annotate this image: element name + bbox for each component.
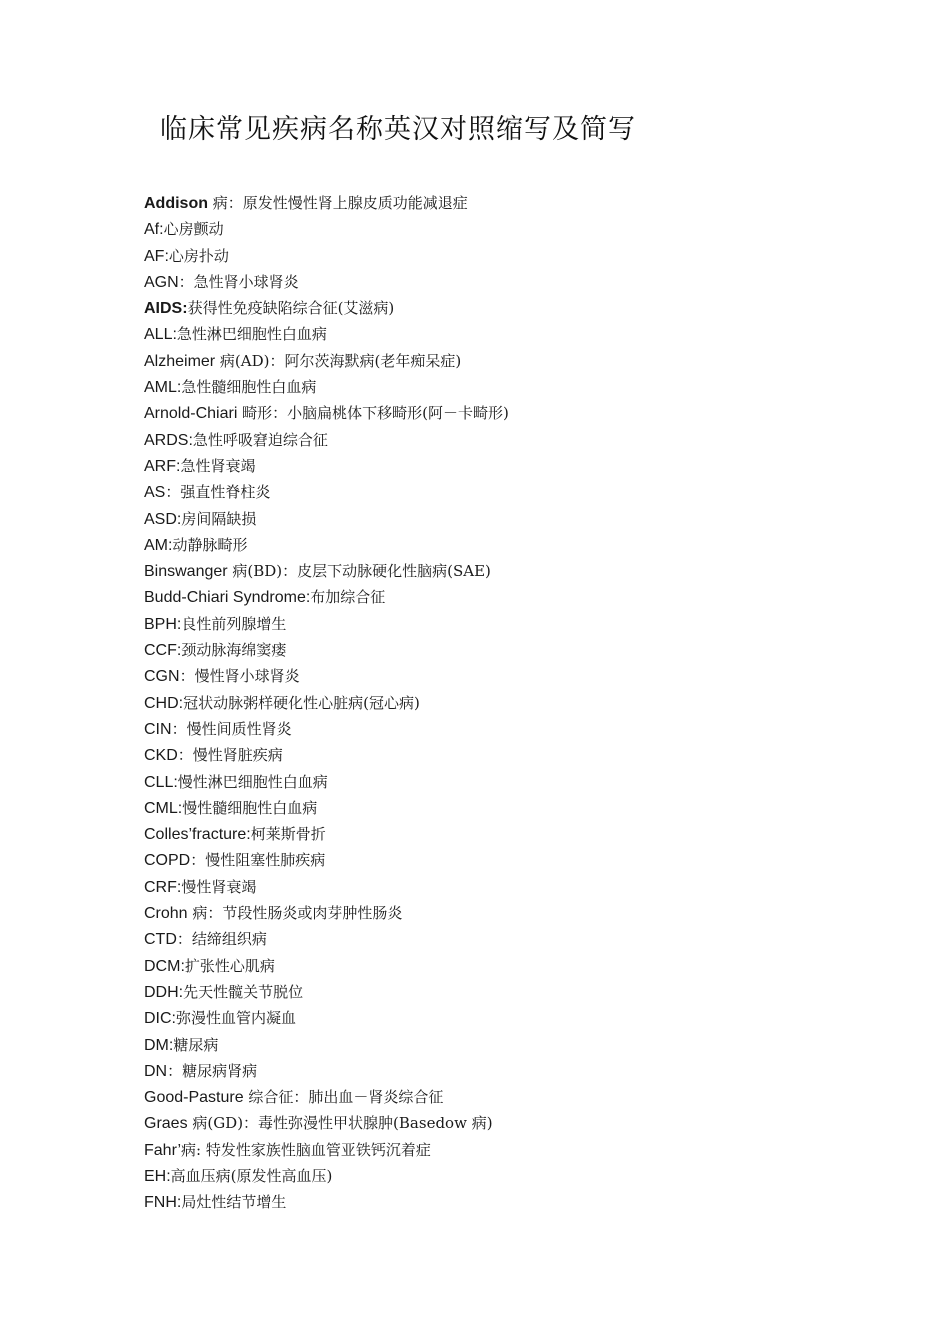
abbreviation-entry <box>144 637 509 663</box>
abbreviation-entry <box>144 953 509 979</box>
entry-term: Addison <box>144 195 208 212</box>
abbreviation-entry <box>144 190 509 216</box>
entry-description: ：慢性间质性肾炎 <box>171 719 292 738</box>
entry-description: 动静脉畸形 <box>172 535 248 554</box>
entry-term: Fahr’ <box>144 1141 182 1159</box>
entry-term: CGN <box>144 668 180 686</box>
abbreviation-entry <box>144 453 509 479</box>
abbreviation-entry <box>144 1189 509 1215</box>
entry-term: ASD: <box>144 510 182 528</box>
entry-description: 急性髓细胞性白血病 <box>181 378 317 397</box>
entry-term: BPH: <box>144 615 182 633</box>
abbreviation-entry <box>144 1163 509 1189</box>
entry-description: 颈动脉海绵窦瘘 <box>181 641 287 660</box>
entry-term: Binswanger <box>144 563 228 581</box>
abbreviation-entry <box>144 348 509 374</box>
entry-description: ：糖尿病肾病 <box>167 1061 258 1080</box>
entry-term: AGN <box>144 273 179 291</box>
abbreviation-entry <box>144 1084 509 1110</box>
entry-term: CIN <box>144 720 172 738</box>
abbreviation-entry <box>144 243 509 269</box>
abbreviation-entry <box>144 769 509 795</box>
entry-term: Af: <box>144 221 164 239</box>
entry-description: ：慢性肾小球肾炎 <box>179 667 300 686</box>
entry-description: 心房扑动 <box>168 246 229 265</box>
entry-description: 良性前列腺增生 <box>181 614 287 633</box>
entry-description: ：急性肾小球肾炎 <box>178 272 299 291</box>
abbreviation-entry <box>144 847 509 873</box>
abbreviation-entry <box>144 506 509 532</box>
entry-description: ：慢性肾脏疾病 <box>177 746 283 765</box>
abbreviation-entry <box>144 821 509 847</box>
entry-description: 先天性髋关节脱位 <box>183 982 304 1001</box>
entry-term: AML: <box>144 379 182 397</box>
entry-description: 急性肾衰竭 <box>180 456 256 475</box>
abbreviation-entry <box>144 1005 509 1031</box>
abbreviation-entry <box>144 374 509 400</box>
abbreviation-entry <box>144 926 509 952</box>
entry-term: ALL: <box>144 326 177 344</box>
entry-description: 病(GD)：毒性弥漫性甲状腺肿(Basedow 病) <box>187 1114 493 1133</box>
entry-term: Colles’fracture: <box>144 826 251 844</box>
abbreviation-entry <box>144 321 509 347</box>
entry-description: 糖尿病 <box>173 1035 219 1054</box>
abbreviation-entry <box>144 400 509 426</box>
entry-description: ：慢性阻塞性肺疾病 <box>190 851 326 870</box>
entry-term: CML: <box>144 799 183 817</box>
entry-term: AS <box>144 484 166 502</box>
entry-description: 急性淋巴细胞性白血病 <box>176 325 327 344</box>
abbreviation-entry <box>144 532 509 558</box>
entry-term: EH: <box>144 1167 171 1185</box>
entry-description: 慢性髓细胞性白血病 <box>182 798 318 817</box>
entry-term: DCM: <box>144 957 185 975</box>
entry-description: 畸形：小脑扁桃体下移畸形(阿－卡畸形) <box>237 404 509 423</box>
entry-term: DM: <box>144 1036 174 1054</box>
abbreviation-entry <box>144 584 509 610</box>
entry-term: CLL: <box>144 773 178 791</box>
abbreviation-entry <box>144 874 509 900</box>
abbreviation-entry <box>144 979 509 1005</box>
abbreviation-entry <box>144 269 509 295</box>
entry-description: 冠状动脉粥样硬化性心脏病(冠心病) <box>183 693 420 712</box>
entry-term: Graes <box>144 1115 188 1133</box>
entry-description: 综合征：肺出血－肾炎综合征 <box>243 1088 444 1107</box>
abbreviation-entry <box>144 1058 509 1084</box>
abbreviation-entry <box>144 1110 509 1136</box>
entry-term: CCF: <box>144 642 182 660</box>
entry-description: 房间隔缺损 <box>181 509 257 528</box>
entry-description: 心房颤动 <box>163 220 224 239</box>
abbreviation-entry <box>144 295 509 321</box>
entry-term: ARDS: <box>144 431 193 449</box>
entry-description: 布加综合征 <box>310 588 386 607</box>
entry-term: CTD <box>144 931 177 949</box>
entry-term: Crohn <box>144 905 188 923</box>
entry-term: Arnold-Chiari <box>144 405 238 423</box>
abbreviation-entry <box>144 690 509 716</box>
entry-term: CKD <box>144 747 178 765</box>
abbreviation-entry <box>144 900 509 926</box>
abbreviation-entry <box>144 216 509 242</box>
abbreviation-entry <box>144 1137 509 1163</box>
abbreviation-entry <box>144 611 509 637</box>
entry-description: 慢性淋巴细胞性白血病 <box>177 772 328 791</box>
entry-term: DN <box>144 1062 168 1080</box>
abbreviation-entry <box>144 716 509 742</box>
document-title: 临床常见疾病名称英汉对照缩写及简写 <box>160 114 636 145</box>
abbreviation-entry <box>144 427 509 453</box>
entry-description: 获得性免疫缺陷综合征(艾滋病) <box>187 299 395 318</box>
entry-description: 慢性肾衰竭 <box>181 877 257 896</box>
entry-term: Good-Pasture <box>144 1089 244 1107</box>
abbreviation-entry <box>144 1032 509 1058</box>
abbreviation-entry <box>144 742 509 768</box>
entry-description: ：强直性脊柱炎 <box>165 483 271 502</box>
entry-description: 扩张性心肌病 <box>184 956 275 975</box>
entry-term: AIDS: <box>144 300 188 318</box>
entry-description: 急性呼吸窘迫综合征 <box>192 430 328 449</box>
entry-description: 病: 特发性家族性脑血管亚铁钙沉着症 <box>181 1140 431 1159</box>
entry-term: COPD <box>144 852 191 870</box>
abbreviation-entry <box>144 479 509 505</box>
abbreviation-entry <box>144 558 509 584</box>
entry-description: 局灶性结节增生 <box>181 1193 287 1212</box>
entry-term: AF: <box>144 247 169 265</box>
abbreviation-list <box>144 190 509 1216</box>
entry-description: 病(BD)：皮层下动脉硬化性脑病(SAE) <box>227 562 491 581</box>
entry-description: 高血压病(原发性高血压) <box>170 1166 333 1185</box>
abbreviation-entry <box>144 795 509 821</box>
entry-description: 病(AD)：阿尔茨海默病(老年痴呆症) <box>215 351 462 370</box>
entry-description: 病：节段性肠炎或肉芽肿性肠炎 <box>187 904 403 923</box>
entry-term: Alzheimer <box>144 352 216 370</box>
entry-term: FNH: <box>144 1194 182 1212</box>
abbreviation-entry <box>144 663 509 689</box>
entry-term: CHD: <box>144 694 184 712</box>
entry-description: 弥漫性血管内凝血 <box>176 1009 297 1028</box>
entry-term: ARF: <box>144 457 181 475</box>
entry-term: DDH: <box>144 983 184 1001</box>
entry-description: 病：原发性慢性肾上腺皮质功能减退症 <box>208 194 468 212</box>
entry-term: AM: <box>144 536 173 554</box>
entry-term: DIC: <box>144 1010 176 1028</box>
entry-description: ：结缔组织病 <box>176 930 267 949</box>
entry-term: Budd-Chiari Syndrome: <box>144 589 311 607</box>
entry-term: CRF: <box>144 878 182 896</box>
entry-description: 柯莱斯骨折 <box>250 825 326 844</box>
